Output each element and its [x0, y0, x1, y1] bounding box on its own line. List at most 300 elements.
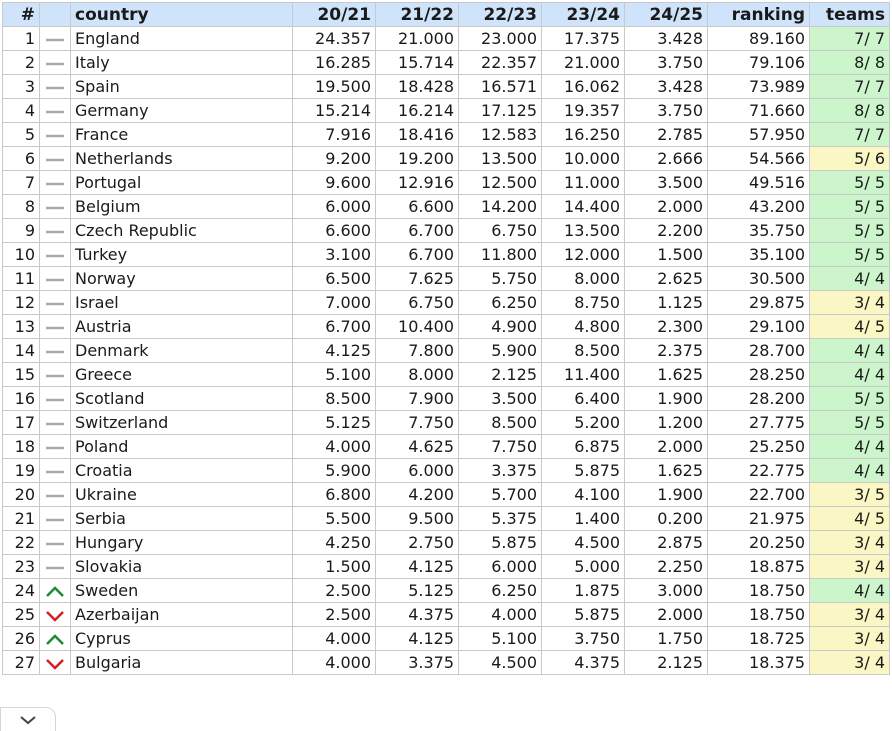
country-cell[interactable]: Germany	[71, 99, 293, 123]
table-row[interactable]	[3, 531, 890, 555]
season-2024-25-cell: 3.000	[625, 579, 708, 603]
country-cell[interactable]: Poland	[71, 435, 293, 459]
trend-cell	[40, 147, 71, 171]
trend-cell	[40, 315, 71, 339]
country-cell[interactable]: Switzerland	[71, 411, 293, 435]
dash-icon	[44, 417, 66, 431]
header-season-2023-24[interactable]: 23/24	[542, 3, 625, 27]
header-ranking[interactable]: ranking	[708, 3, 810, 27]
rank-cell: 2	[3, 51, 40, 75]
season-2024-25-cell: 2.000	[625, 195, 708, 219]
season-2020-21-cell: 5.900	[293, 459, 376, 483]
season-2024-25-cell: 2.375	[625, 339, 708, 363]
teams-cell: 3/ 4	[810, 555, 890, 579]
rank-cell: 11	[3, 267, 40, 291]
dash-icon	[44, 537, 66, 551]
trend-cell	[40, 99, 71, 123]
trend-cell	[40, 27, 71, 51]
country-cell[interactable]: Spain	[71, 75, 293, 99]
season-2024-25-cell: 1.900	[625, 483, 708, 507]
season-2024-25-cell: 1.900	[625, 387, 708, 411]
country-cell[interactable]: Bulgaria	[71, 651, 293, 675]
ranking-cell: 21.975	[708, 507, 810, 531]
season-2021-22-cell: 3.375	[376, 651, 459, 675]
ranking-cell: 18.750	[708, 579, 810, 603]
dash-icon	[44, 57, 66, 71]
ranking-cell: 49.516	[708, 171, 810, 195]
table-row[interactable]	[3, 27, 890, 51]
season-2023-24-cell: 6.875	[542, 435, 625, 459]
table-row[interactable]	[3, 123, 890, 147]
dash-icon	[44, 273, 66, 287]
season-2022-23-cell: 5.700	[459, 483, 542, 507]
season-2021-22-cell: 7.625	[376, 267, 459, 291]
season-2023-24-cell: 5.875	[542, 459, 625, 483]
season-2022-23-cell: 17.125	[459, 99, 542, 123]
ranking-cell: 30.500	[708, 267, 810, 291]
season-2023-24-cell: 21.000	[542, 51, 625, 75]
season-2020-21-cell: 3.100	[293, 243, 376, 267]
collapse-button[interactable]	[0, 707, 56, 731]
ranking-cell: 18.875	[708, 555, 810, 579]
season-2021-22-cell: 6.600	[376, 195, 459, 219]
rank-cell: 27	[3, 651, 40, 675]
table-row[interactable]	[3, 147, 890, 171]
trend-cell	[40, 627, 71, 651]
header-teams[interactable]: teams	[810, 3, 890, 27]
season-2022-23-cell: 12.500	[459, 171, 542, 195]
season-2021-22-cell: 4.625	[376, 435, 459, 459]
season-2024-25-cell: 2.666	[625, 147, 708, 171]
rank-cell: 21	[3, 507, 40, 531]
teams-cell: 5/ 5	[810, 195, 890, 219]
trend-cell	[40, 411, 71, 435]
season-2020-21-cell: 7.916	[293, 123, 376, 147]
season-2024-25-cell: 0.200	[625, 507, 708, 531]
season-2024-25-cell: 2.200	[625, 219, 708, 243]
trend-cell	[40, 603, 71, 627]
table-row[interactable]	[3, 243, 890, 267]
season-2020-21-cell: 9.600	[293, 171, 376, 195]
season-2021-22-cell: 21.000	[376, 27, 459, 51]
country-cell[interactable]: Scotland	[71, 387, 293, 411]
country-cell[interactable]: France	[71, 123, 293, 147]
season-2020-21-cell: 4.000	[293, 435, 376, 459]
season-2021-22-cell: 6.700	[376, 219, 459, 243]
trend-cell	[40, 75, 71, 99]
ranking-cell: 73.989	[708, 75, 810, 99]
trend-cell	[40, 339, 71, 363]
rank-cell: 19	[3, 459, 40, 483]
season-2020-21-cell: 19.500	[293, 75, 376, 99]
season-2020-21-cell: 6.800	[293, 483, 376, 507]
table-row[interactable]	[3, 267, 890, 291]
trend-cell	[40, 171, 71, 195]
season-2020-21-cell: 15.214	[293, 99, 376, 123]
season-2022-23-cell: 6.250	[459, 291, 542, 315]
ranking-cell: 29.875	[708, 291, 810, 315]
dash-icon	[44, 105, 66, 119]
teams-cell: 3/ 4	[810, 651, 890, 675]
table-row[interactable]	[3, 363, 890, 387]
season-2021-22-cell: 6.700	[376, 243, 459, 267]
country-cell[interactable]: Austria	[71, 315, 293, 339]
table-row[interactable]	[3, 435, 890, 459]
season-2022-23-cell: 2.125	[459, 363, 542, 387]
trend-cell	[40, 219, 71, 243]
season-2022-23-cell: 4.500	[459, 651, 542, 675]
country-cell[interactable]: Azerbaijan	[71, 603, 293, 627]
season-2022-23-cell: 5.875	[459, 531, 542, 555]
rank-cell: 10	[3, 243, 40, 267]
table-header-row	[3, 3, 890, 27]
season-2022-23-cell: 6.250	[459, 579, 542, 603]
season-2021-22-cell: 6.000	[376, 459, 459, 483]
season-2021-22-cell: 9.500	[376, 507, 459, 531]
trend-cell	[40, 267, 71, 291]
season-2024-25-cell: 2.875	[625, 531, 708, 555]
trend-cell	[40, 243, 71, 267]
rank-cell: 24	[3, 579, 40, 603]
season-2022-23-cell: 8.500	[459, 411, 542, 435]
rank-cell: 9	[3, 219, 40, 243]
teams-cell: 7/ 7	[810, 75, 890, 99]
season-2021-22-cell: 16.214	[376, 99, 459, 123]
season-2024-25-cell: 1.750	[625, 627, 708, 651]
trend-cell	[40, 291, 71, 315]
season-2020-21-cell: 8.500	[293, 387, 376, 411]
table-row[interactable]	[3, 627, 890, 651]
season-2022-23-cell: 14.200	[459, 195, 542, 219]
season-2020-21-cell: 4.000	[293, 651, 376, 675]
season-2021-22-cell: 5.125	[376, 579, 459, 603]
table-row[interactable]	[3, 603, 890, 627]
table-row[interactable]	[3, 387, 890, 411]
teams-cell: 4/ 4	[810, 363, 890, 387]
country-cell[interactable]: Israel	[71, 291, 293, 315]
season-2022-23-cell: 4.000	[459, 603, 542, 627]
teams-cell: 7/ 7	[810, 27, 890, 51]
country-cell[interactable]: Cyprus	[71, 627, 293, 651]
dash-icon	[44, 153, 66, 167]
season-2023-24-cell: 14.400	[542, 195, 625, 219]
season-2020-21-cell: 5.100	[293, 363, 376, 387]
season-2023-24-cell: 11.400	[542, 363, 625, 387]
country-cell[interactable]: Italy	[71, 51, 293, 75]
country-cell[interactable]: Serbia	[71, 507, 293, 531]
teams-cell: 5/ 6	[810, 147, 890, 171]
table-row[interactable]	[3, 483, 890, 507]
ranking-cell: 25.250	[708, 435, 810, 459]
dash-icon	[44, 369, 66, 383]
ranking-cell: 20.250	[708, 531, 810, 555]
season-2020-21-cell: 6.000	[293, 195, 376, 219]
dash-icon	[44, 129, 66, 143]
arrow-down-icon	[44, 657, 66, 671]
season-2021-22-cell: 7.800	[376, 339, 459, 363]
season-2024-25-cell: 3.428	[625, 75, 708, 99]
season-2024-25-cell: 2.300	[625, 315, 708, 339]
season-2023-24-cell: 19.357	[542, 99, 625, 123]
teams-cell: 5/ 5	[810, 171, 890, 195]
season-2022-23-cell: 6.000	[459, 555, 542, 579]
season-2021-22-cell: 4.125	[376, 555, 459, 579]
header-season-2020-21[interactable]: 20/21	[293, 3, 376, 27]
season-2024-25-cell: 2.125	[625, 651, 708, 675]
trend-cell	[40, 51, 71, 75]
rank-cell: 17	[3, 411, 40, 435]
rank-cell: 3	[3, 75, 40, 99]
teams-cell: 4/ 5	[810, 315, 890, 339]
season-2023-24-cell: 17.375	[542, 27, 625, 51]
dash-icon	[44, 201, 66, 215]
country-cell[interactable]: Norway	[71, 267, 293, 291]
season-2020-21-cell: 6.700	[293, 315, 376, 339]
ranking-cell: 71.660	[708, 99, 810, 123]
rank-cell: 16	[3, 387, 40, 411]
dash-icon	[44, 489, 66, 503]
dash-icon	[44, 513, 66, 527]
table-row[interactable]	[3, 75, 890, 99]
dash-icon	[44, 441, 66, 455]
season-2023-24-cell: 13.500	[542, 219, 625, 243]
season-2022-23-cell: 3.375	[459, 459, 542, 483]
table-row[interactable]	[3, 555, 890, 579]
trend-cell	[40, 579, 71, 603]
country-cell[interactable]: Denmark	[71, 339, 293, 363]
season-2023-24-cell: 8.500	[542, 339, 625, 363]
country-cell[interactable]: Croatia	[71, 459, 293, 483]
arrow-up-icon	[44, 585, 66, 599]
country-cell[interactable]: Turkey	[71, 243, 293, 267]
season-2024-25-cell: 1.200	[625, 411, 708, 435]
table-row[interactable]	[3, 99, 890, 123]
season-2023-24-cell: 4.800	[542, 315, 625, 339]
ranking-cell: 35.100	[708, 243, 810, 267]
season-2024-25-cell: 1.500	[625, 243, 708, 267]
season-2023-24-cell: 16.062	[542, 75, 625, 99]
table-row[interactable]	[3, 219, 890, 243]
season-2022-23-cell: 22.357	[459, 51, 542, 75]
country-cell[interactable]: Greece	[71, 363, 293, 387]
season-2023-24-cell: 12.000	[542, 243, 625, 267]
season-2023-24-cell: 5.000	[542, 555, 625, 579]
table-row[interactable]	[3, 315, 890, 339]
country-cell[interactable]: Czech Republic	[71, 219, 293, 243]
rank-cell: 6	[3, 147, 40, 171]
rank-cell: 20	[3, 483, 40, 507]
trend-cell	[40, 555, 71, 579]
season-2024-25-cell: 3.750	[625, 51, 708, 75]
season-2020-21-cell: 2.500	[293, 603, 376, 627]
table-row[interactable]	[3, 459, 890, 483]
season-2024-25-cell: 3.750	[625, 99, 708, 123]
season-2023-24-cell: 8.750	[542, 291, 625, 315]
rank-cell: 1	[3, 27, 40, 51]
season-2020-21-cell: 24.357	[293, 27, 376, 51]
teams-cell: 4/ 4	[810, 435, 890, 459]
season-2023-24-cell: 11.000	[542, 171, 625, 195]
teams-cell: 3/ 4	[810, 627, 890, 651]
teams-cell: 8/ 8	[810, 51, 890, 75]
season-2021-22-cell: 19.200	[376, 147, 459, 171]
season-2022-23-cell: 23.000	[459, 27, 542, 51]
trend-cell	[40, 123, 71, 147]
ranking-cell: 18.375	[708, 651, 810, 675]
teams-cell: 3/ 4	[810, 291, 890, 315]
country-cell[interactable]: Hungary	[71, 531, 293, 555]
header-country[interactable]: country	[71, 3, 293, 27]
table-row[interactable]	[3, 651, 890, 675]
ranking-cell: 28.250	[708, 363, 810, 387]
rank-cell: 12	[3, 291, 40, 315]
country-cell[interactable]: Slovakia	[71, 555, 293, 579]
season-2022-23-cell: 16.571	[459, 75, 542, 99]
teams-cell: 4/ 4	[810, 579, 890, 603]
country-cell[interactable]: Sweden	[71, 579, 293, 603]
season-2024-25-cell: 2.785	[625, 123, 708, 147]
teams-cell: 7/ 7	[810, 123, 890, 147]
table-row[interactable]	[3, 51, 890, 75]
dash-icon	[44, 81, 66, 95]
dash-icon	[44, 345, 66, 359]
season-2023-24-cell: 6.400	[542, 387, 625, 411]
season-2023-24-cell: 16.250	[542, 123, 625, 147]
rank-cell: 22	[3, 531, 40, 555]
header-season-2022-23[interactable]: 22/23	[459, 3, 542, 27]
rank-cell: 13	[3, 315, 40, 339]
season-2024-25-cell: 2.250	[625, 555, 708, 579]
season-2022-23-cell: 5.900	[459, 339, 542, 363]
season-2020-21-cell: 4.250	[293, 531, 376, 555]
table-row[interactable]	[3, 171, 890, 195]
trend-cell	[40, 459, 71, 483]
trend-cell	[40, 363, 71, 387]
season-2022-23-cell: 5.100	[459, 627, 542, 651]
season-2023-24-cell: 4.375	[542, 651, 625, 675]
season-2024-25-cell: 2.000	[625, 435, 708, 459]
rank-cell: 8	[3, 195, 40, 219]
season-2022-23-cell: 12.583	[459, 123, 542, 147]
ranking-cell: 57.950	[708, 123, 810, 147]
dash-icon	[44, 465, 66, 479]
rank-cell: 18	[3, 435, 40, 459]
dash-icon	[44, 297, 66, 311]
rank-cell: 14	[3, 339, 40, 363]
season-2023-24-cell: 3.750	[542, 627, 625, 651]
trend-cell	[40, 435, 71, 459]
ranking-cell: 54.566	[708, 147, 810, 171]
season-2024-25-cell: 1.625	[625, 459, 708, 483]
ranking-cell: 43.200	[708, 195, 810, 219]
season-2024-25-cell: 2.000	[625, 603, 708, 627]
teams-cell: 3/ 4	[810, 603, 890, 627]
season-2021-22-cell: 8.000	[376, 363, 459, 387]
season-2021-22-cell: 4.375	[376, 603, 459, 627]
season-2022-23-cell: 4.900	[459, 315, 542, 339]
ranking-cell: 18.725	[708, 627, 810, 651]
header-season-2021-22[interactable]: 21/22	[376, 3, 459, 27]
chevron-down-icon	[19, 710, 37, 729]
dash-icon	[44, 225, 66, 239]
teams-cell: 5/ 5	[810, 411, 890, 435]
season-2021-22-cell: 10.400	[376, 315, 459, 339]
season-2020-21-cell: 16.285	[293, 51, 376, 75]
season-2020-21-cell: 2.500	[293, 579, 376, 603]
trend-cell	[40, 195, 71, 219]
ranking-cell: 22.700	[708, 483, 810, 507]
rank-cell: 25	[3, 603, 40, 627]
table-row[interactable]	[3, 195, 890, 219]
season-2022-23-cell: 13.500	[459, 147, 542, 171]
country-cell[interactable]: Ukraine	[71, 483, 293, 507]
trend-cell	[40, 387, 71, 411]
teams-cell: 4/ 4	[810, 459, 890, 483]
teams-cell: 5/ 5	[810, 219, 890, 243]
season-2023-24-cell: 8.000	[542, 267, 625, 291]
season-2022-23-cell: 7.750	[459, 435, 542, 459]
season-2023-24-cell: 1.400	[542, 507, 625, 531]
season-2023-24-cell: 1.875	[542, 579, 625, 603]
ranking-cell: 28.200	[708, 387, 810, 411]
teams-cell: 8/ 8	[810, 99, 890, 123]
trend-cell	[40, 531, 71, 555]
season-2023-24-cell: 5.200	[542, 411, 625, 435]
season-2022-23-cell: 5.750	[459, 267, 542, 291]
header-season-2024-25[interactable]: 24/25	[625, 3, 708, 27]
season-2020-21-cell: 4.125	[293, 339, 376, 363]
table-row[interactable]	[3, 411, 890, 435]
dash-icon	[44, 33, 66, 47]
country-cell[interactable]: Portugal	[71, 171, 293, 195]
country-cell[interactable]: Netherlands	[71, 147, 293, 171]
season-2023-24-cell: 5.875	[542, 603, 625, 627]
season-2024-25-cell: 3.428	[625, 27, 708, 51]
season-2024-25-cell: 3.500	[625, 171, 708, 195]
season-2021-22-cell: 18.416	[376, 123, 459, 147]
rank-cell: 26	[3, 627, 40, 651]
dash-icon	[44, 249, 66, 263]
teams-cell: 5/ 5	[810, 387, 890, 411]
country-cell[interactable]: England	[71, 27, 293, 51]
season-2021-22-cell: 4.200	[376, 483, 459, 507]
ranking-cell: 29.100	[708, 315, 810, 339]
season-2023-24-cell: 4.500	[542, 531, 625, 555]
table-row[interactable]	[3, 507, 890, 531]
table-row[interactable]	[3, 579, 890, 603]
teams-cell: 3/ 5	[810, 483, 890, 507]
trend-cell	[40, 651, 71, 675]
teams-cell: 3/ 4	[810, 531, 890, 555]
header-trend	[40, 3, 71, 27]
teams-cell: 4/ 5	[810, 507, 890, 531]
season-2022-23-cell: 6.750	[459, 219, 542, 243]
rank-cell: 5	[3, 123, 40, 147]
country-cell[interactable]: Belgium	[71, 195, 293, 219]
ranking-cell: 89.160	[708, 27, 810, 51]
table-row[interactable]	[3, 339, 890, 363]
ranking-table	[2, 2, 890, 675]
season-2020-21-cell: 6.600	[293, 219, 376, 243]
ranking-cell: 79.106	[708, 51, 810, 75]
teams-cell: 4/ 4	[810, 267, 890, 291]
season-2020-21-cell: 5.500	[293, 507, 376, 531]
season-2024-25-cell: 2.625	[625, 267, 708, 291]
table-row[interactable]	[3, 291, 890, 315]
header-index[interactable]: #	[3, 3, 40, 27]
season-2020-21-cell: 5.125	[293, 411, 376, 435]
season-2020-21-cell: 7.000	[293, 291, 376, 315]
